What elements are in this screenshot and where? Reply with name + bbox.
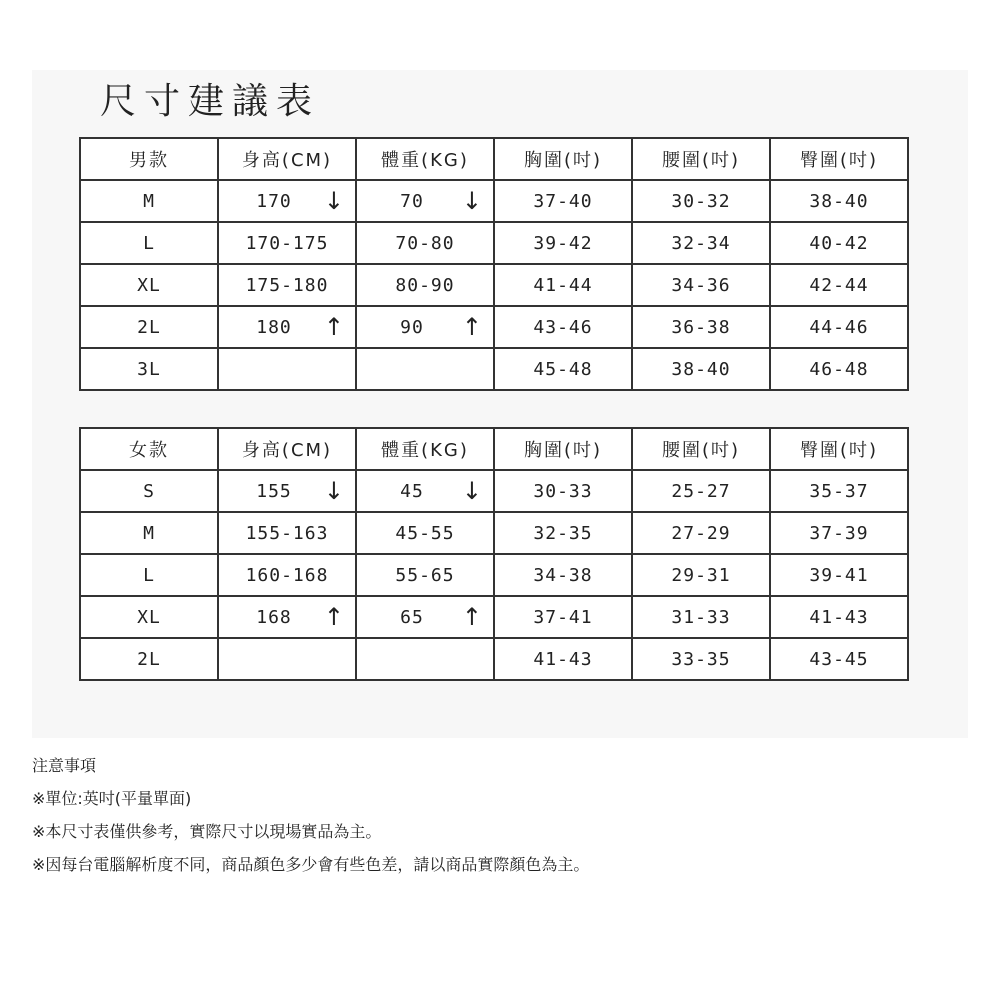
height-cell-content [219, 639, 355, 679]
size-cell [80, 222, 218, 264]
chest-value: 32-35 [533, 522, 593, 544]
table-row [80, 306, 908, 348]
column-header: 女款 [129, 440, 169, 461]
women-header-cell [80, 428, 218, 470]
height-cell [218, 180, 356, 222]
hip-cell [770, 348, 908, 390]
height-cell [218, 264, 356, 306]
women-header-cell [218, 428, 356, 470]
hip-cell [770, 470, 908, 512]
chest-value: 39-42 [533, 232, 593, 254]
chest-cell [494, 596, 632, 638]
size-cell [80, 470, 218, 512]
hip-cell [770, 512, 908, 554]
waist-value: 32-34 [671, 232, 731, 254]
men-header-cell [80, 138, 218, 180]
column-header: 臀圍(吋) [799, 440, 879, 461]
note-reference: ※本尺寸表僅供參考，實際尺寸以現場實品為主。 [32, 822, 382, 841]
waist-cell [632, 222, 770, 264]
hip-value: 37-39 [809, 522, 869, 544]
waist-value: 30-32 [671, 190, 731, 212]
weight-value: 45-55 [395, 522, 455, 544]
height-value: 155-163 [245, 522, 329, 544]
column-header: 體重(KG) [381, 440, 469, 461]
height-cell [218, 554, 356, 596]
chest-value: 37-40 [533, 190, 593, 212]
height-value: 170 [256, 190, 292, 212]
hip-value: 38-40 [809, 190, 869, 212]
hip-value: 44-46 [809, 316, 869, 338]
table-row [80, 638, 908, 680]
notes-heading: 注意事項 [32, 756, 97, 775]
size-label: M [143, 522, 155, 544]
table-row [80, 596, 908, 638]
waist-value: 36-38 [671, 316, 731, 338]
men-table-body [80, 138, 908, 390]
size-label: 2L [137, 316, 161, 338]
arrow-up-icon: ↑ [461, 313, 483, 341]
column-header: 腰圍(吋) [661, 440, 741, 461]
waist-value: 25-27 [671, 480, 731, 502]
column-header: 胸圍(吋) [523, 440, 603, 461]
chest-cell [494, 512, 632, 554]
men-size-table [79, 137, 909, 391]
height-value: 175-180 [245, 274, 329, 296]
waist-cell [632, 554, 770, 596]
hip-value: 46-48 [809, 358, 869, 380]
hip-cell [770, 264, 908, 306]
note-unit: ※單位:英吋(平量單面) [32, 789, 192, 808]
waist-cell [632, 348, 770, 390]
weight-value: 80-90 [395, 274, 455, 296]
chest-cell [494, 348, 632, 390]
column-header: 男款 [129, 150, 169, 171]
table-row [80, 512, 908, 554]
height-cell-content [219, 181, 355, 221]
waist-cell [632, 306, 770, 348]
chest-value: 34-38 [533, 564, 593, 586]
waist-cell [632, 638, 770, 680]
chest-cell [494, 554, 632, 596]
weight-cell-content [357, 471, 493, 511]
height-cell [218, 638, 356, 680]
hip-cell [770, 554, 908, 596]
height-cell-content [219, 513, 355, 553]
column-header: 胸圍(吋) [523, 150, 603, 171]
men-header-cell [218, 138, 356, 180]
size-cell [80, 512, 218, 554]
men-header-cell [356, 138, 494, 180]
height-cell-content [219, 555, 355, 595]
page-title: 尺寸建議表 [100, 81, 321, 122]
waist-value: 33-35 [671, 648, 731, 670]
arrow-up-icon: ↑ [461, 603, 483, 631]
arrow-up-icon: ↑ [323, 313, 345, 341]
hip-cell [770, 306, 908, 348]
height-value: 180 [256, 316, 292, 338]
women-header-cell [770, 428, 908, 470]
table-row [80, 180, 908, 222]
height-cell [218, 512, 356, 554]
height-cell-content [219, 597, 355, 637]
size-cell [80, 180, 218, 222]
weight-cell-content [357, 349, 493, 389]
height-value: 168 [256, 606, 292, 628]
hip-cell [770, 222, 908, 264]
waist-cell [632, 596, 770, 638]
chest-value: 41-43 [533, 648, 593, 670]
weight-cell-content [357, 265, 493, 305]
weight-value: 55-65 [395, 564, 455, 586]
women-size-table [79, 427, 909, 681]
arrow-up-icon: ↑ [323, 603, 345, 631]
height-cell-content [219, 307, 355, 347]
hip-value: 35-37 [809, 480, 869, 502]
weight-cell [356, 470, 494, 512]
men-header-row [80, 138, 908, 180]
waist-cell [632, 512, 770, 554]
hip-cell [770, 180, 908, 222]
column-header: 身高(CM) [241, 440, 333, 461]
weight-value: 70 [400, 190, 424, 212]
waist-cell [632, 470, 770, 512]
size-cell [80, 554, 218, 596]
size-label: L [143, 564, 155, 586]
chest-value: 37-41 [533, 606, 593, 628]
hip-cell [770, 596, 908, 638]
size-label: M [143, 190, 155, 212]
weight-cell-content [357, 223, 493, 263]
height-cell [218, 470, 356, 512]
size-label: XL [137, 274, 161, 296]
waist-cell [632, 180, 770, 222]
chest-value: 30-33 [533, 480, 593, 502]
women-header-row [80, 428, 908, 470]
table-row [80, 222, 908, 264]
women-header-cell [494, 428, 632, 470]
height-cell-content [219, 265, 355, 305]
weight-cell-content [357, 181, 493, 221]
hip-value: 40-42 [809, 232, 869, 254]
table-row [80, 470, 908, 512]
note-color: ※因每台電腦解析度不同，商品顏色多少會有些色差，請以商品實際顏色為主。 [32, 855, 590, 874]
size-label: XL [137, 606, 161, 628]
waist-value: 29-31 [671, 564, 731, 586]
size-cell [80, 596, 218, 638]
height-value: 170-175 [245, 232, 329, 254]
chest-value: 43-46 [533, 316, 593, 338]
weight-cell [356, 596, 494, 638]
size-cell [80, 306, 218, 348]
notes-section [32, 754, 589, 886]
waist-value: 38-40 [671, 358, 731, 380]
weight-cell [356, 512, 494, 554]
weight-cell [356, 348, 494, 390]
chest-cell [494, 180, 632, 222]
column-header: 身高(CM) [241, 150, 333, 171]
size-label: L [143, 232, 155, 254]
hip-value: 39-41 [809, 564, 869, 586]
height-cell-content [219, 471, 355, 511]
hip-value: 42-44 [809, 274, 869, 296]
height-cell [218, 596, 356, 638]
height-value: 160-168 [245, 564, 329, 586]
waist-value: 27-29 [671, 522, 731, 544]
table-row [80, 264, 908, 306]
weight-cell-content [357, 639, 493, 679]
weight-cell [356, 264, 494, 306]
weight-cell-content [357, 597, 493, 637]
size-cell [80, 638, 218, 680]
weight-cell-content [357, 513, 493, 553]
arrow-down-icon: ↓ [461, 477, 483, 505]
weight-value: 70-80 [395, 232, 455, 254]
height-value: 155 [256, 480, 292, 502]
chest-cell [494, 638, 632, 680]
women-table-body [80, 428, 908, 680]
arrow-down-icon: ↓ [323, 187, 345, 215]
weight-value: 65 [400, 606, 424, 628]
column-header: 臀圍(吋) [799, 150, 879, 171]
weight-cell [356, 306, 494, 348]
height-cell [218, 348, 356, 390]
weight-cell [356, 180, 494, 222]
column-header: 體重(KG) [381, 150, 469, 171]
weight-cell [356, 638, 494, 680]
height-cell [218, 306, 356, 348]
table-row [80, 554, 908, 596]
size-label: 2L [137, 648, 161, 670]
height-cell-content [219, 223, 355, 263]
arrow-down-icon: ↓ [461, 187, 483, 215]
weight-value: 45 [400, 480, 424, 502]
hip-cell [770, 638, 908, 680]
height-cell-content [219, 349, 355, 389]
weight-cell-content [357, 307, 493, 347]
chest-cell [494, 264, 632, 306]
hip-value: 43-45 [809, 648, 869, 670]
chest-cell [494, 470, 632, 512]
women-header-cell [356, 428, 494, 470]
men-header-cell [494, 138, 632, 180]
chest-value: 41-44 [533, 274, 593, 296]
height-cell [218, 222, 356, 264]
weight-value: 90 [400, 316, 424, 338]
weight-cell [356, 554, 494, 596]
column-header: 腰圍(吋) [661, 150, 741, 171]
hip-value: 41-43 [809, 606, 869, 628]
chest-cell [494, 222, 632, 264]
men-header-cell [632, 138, 770, 180]
weight-cell [356, 222, 494, 264]
size-cell [80, 348, 218, 390]
waist-value: 34-36 [671, 274, 731, 296]
weight-cell-content [357, 555, 493, 595]
chest-cell [494, 306, 632, 348]
size-cell [80, 264, 218, 306]
waist-value: 31-33 [671, 606, 731, 628]
chest-value: 45-48 [533, 358, 593, 380]
men-header-cell [770, 138, 908, 180]
women-header-cell [632, 428, 770, 470]
size-label: 3L [137, 358, 161, 380]
waist-cell [632, 264, 770, 306]
arrow-down-icon: ↓ [323, 477, 345, 505]
table-row [80, 348, 908, 390]
size-label: S [143, 480, 155, 502]
